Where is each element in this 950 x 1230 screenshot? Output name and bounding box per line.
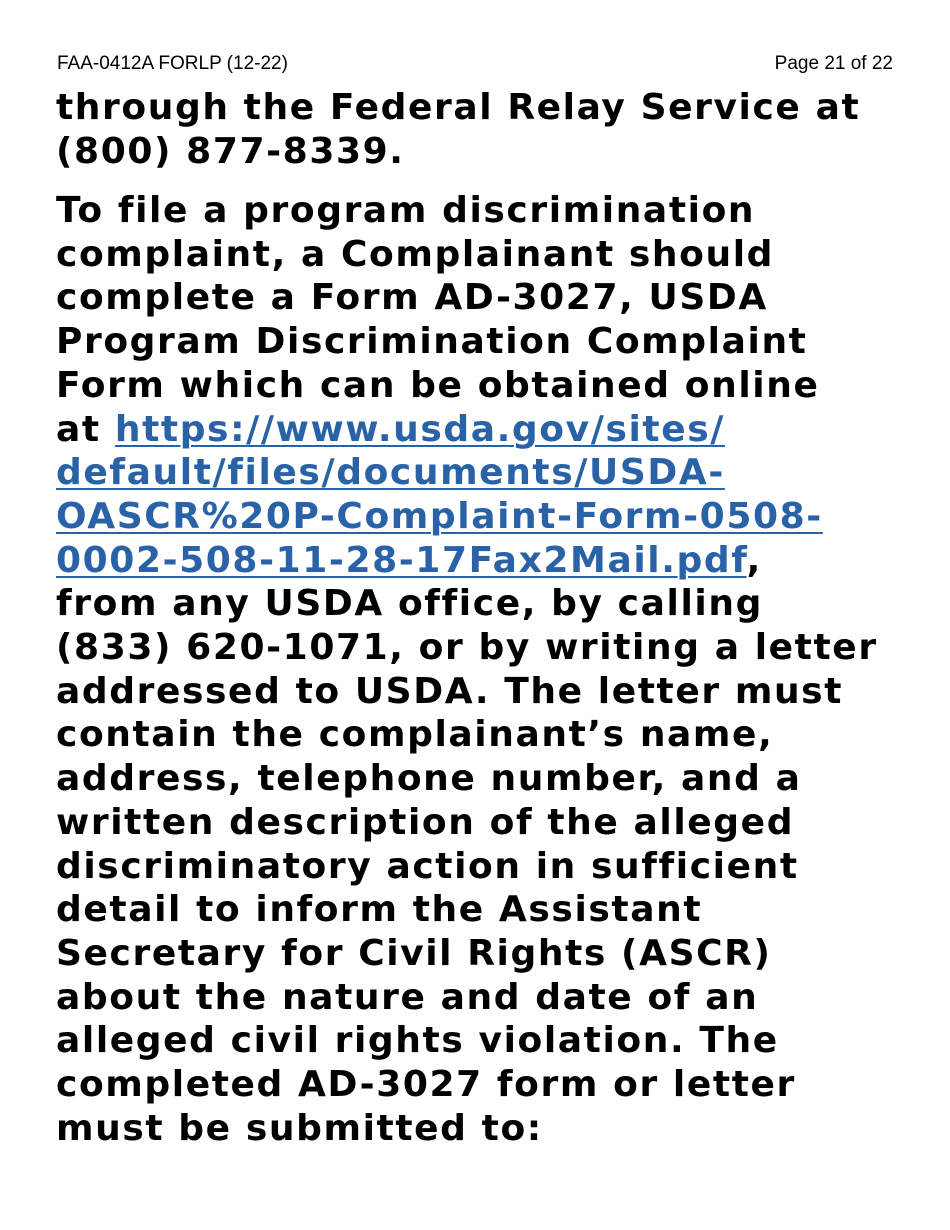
paragraph-line: To file a program discrimination [56,190,756,231]
paragraph-line: written description of the alleged [56,801,795,843]
link-trailing-comma: , [746,539,762,581]
complaint-filing-paragraph [56,189,906,1150]
paragraph-line [56,539,906,583]
paragraph-line: about the nature and date of an [56,976,759,1018]
paragraph-line: complete a Form AD-3027, USDA [56,277,768,319]
paragraph-line: alleged civil rights violation. The [56,1020,779,1062]
paragraph-line: from any USDA office, by calling [56,583,763,625]
link-intro-text: at [56,408,115,450]
paragraph-line: through the Federal Relay Service at [56,87,861,128]
page-header [57,52,893,76]
complaint-form-link[interactable]: https://www.usda.gov/sites/ [114,408,726,450]
complaint-form-link[interactable]: default/files/documents/USDA- [56,452,725,494]
paragraph-line: detail to inform the Assistant [56,889,703,931]
paragraph-line: address, telephone number, and a [56,758,802,800]
form-id: FAA-0412A FORLP (12-22) [57,53,288,74]
paragraph-line: complaint, a Complainant should [56,233,775,275]
page-number: Page 21 of 22 [774,53,893,74]
paragraph-line: discriminatory action in sufficient [56,845,799,887]
relay-service-paragraph [56,86,906,173]
paragraph-line: must be submitted to: [56,1107,543,1149]
paragraph-line: addressed to USDA. The letter must [56,670,844,712]
complaint-form-link[interactable]: 0002-508-11-28-17Fax2Mail.pdf [56,539,747,581]
paragraph-line: Secretary for Civil Rights (ASCR) [56,932,772,974]
paragraph-line: completed AD-3027 form or letter [56,1064,796,1106]
paragraph-line: (800) 877-8339. [56,130,405,172]
paragraph-line: Form which can be obtained online [56,364,820,406]
paragraph-line [56,451,906,495]
paragraph-line: Program Discrimination Complaint [56,321,808,363]
paragraph-line [56,495,906,539]
paragraph-line: (833) 620-1071, or by writing a letter [56,627,878,669]
complaint-form-link[interactable]: OASCR%20P-Complaint-Form-0508- [56,495,823,537]
paragraph-line [56,408,906,452]
paragraph-line: contain the complainant’s name, [56,714,774,756]
